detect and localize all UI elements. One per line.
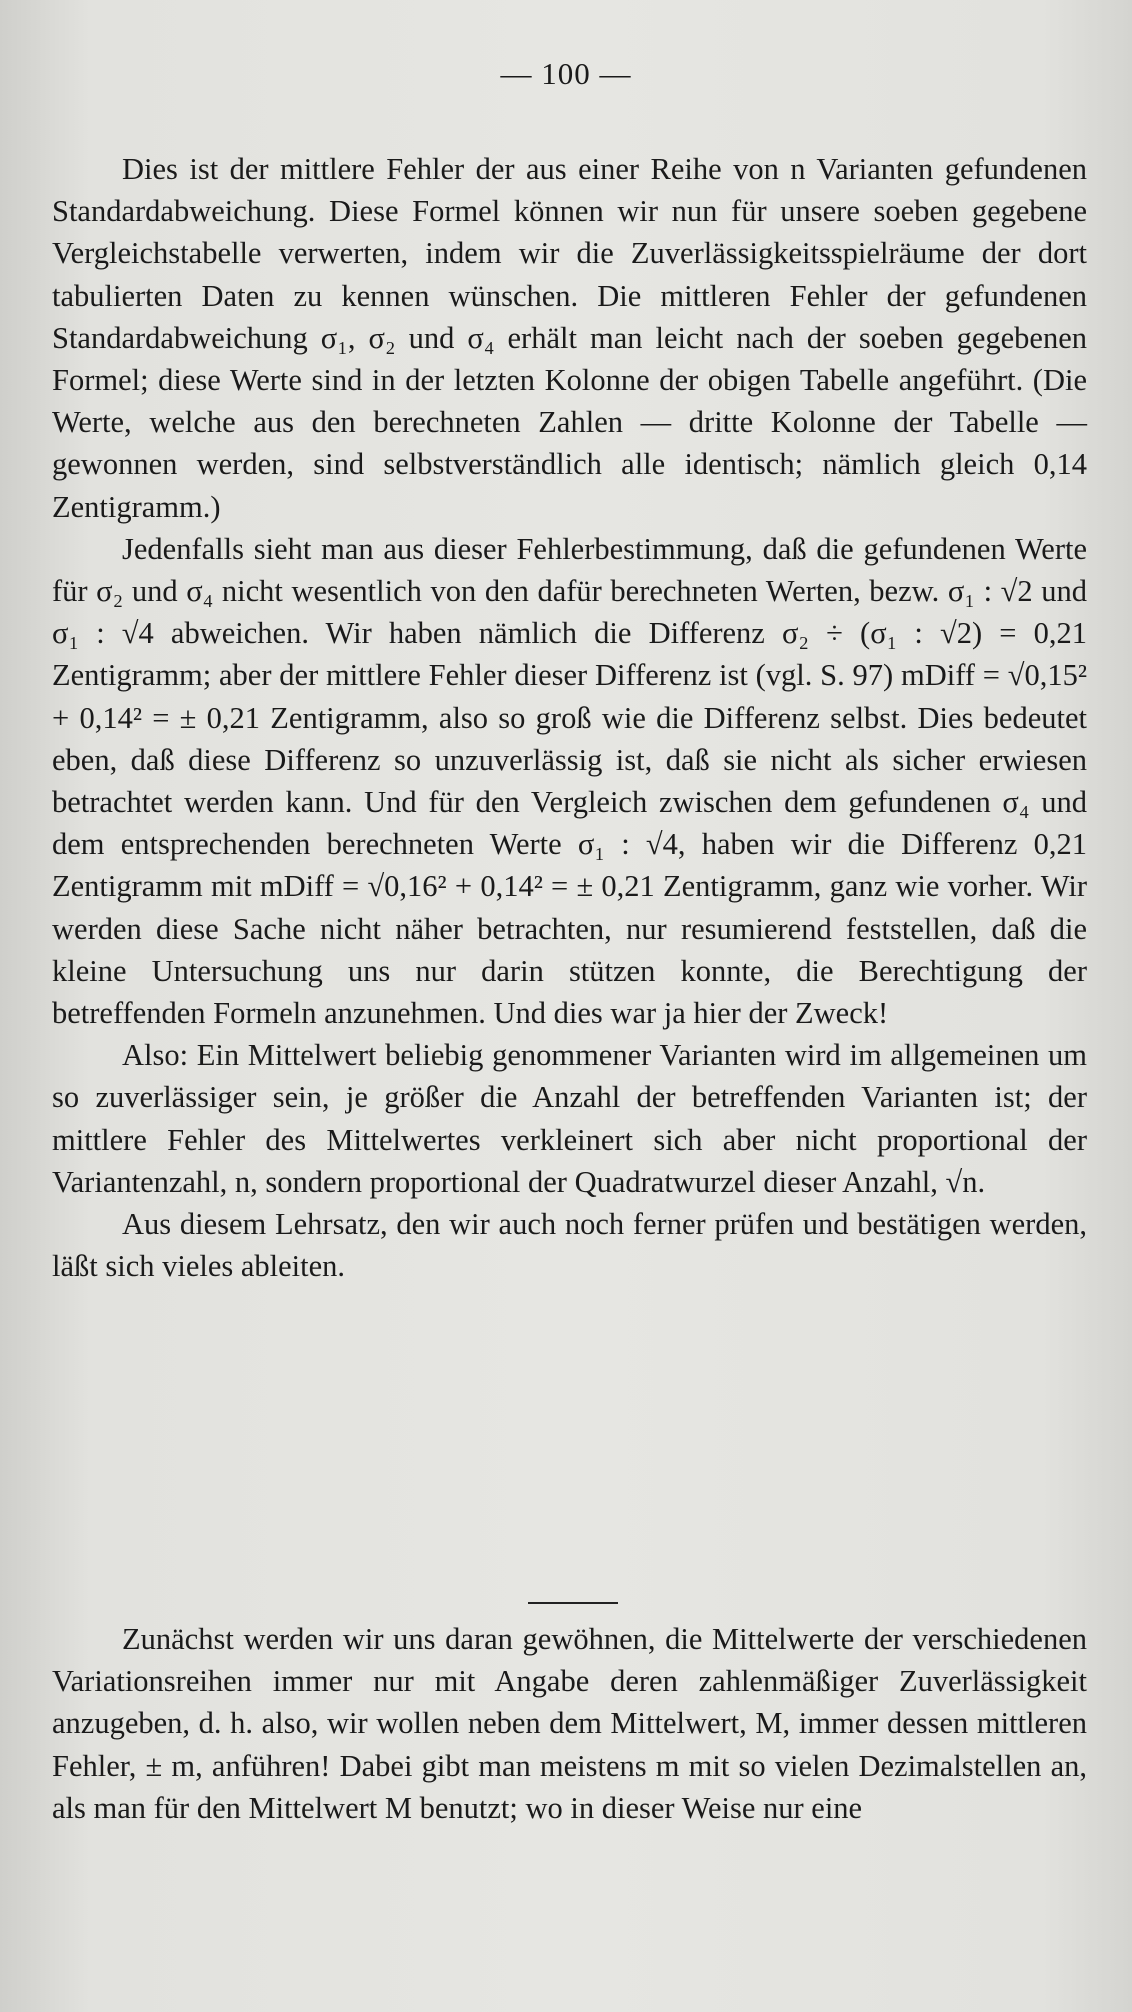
upper-text-section	[52, 148, 1087, 1287]
paragraph-1: Dies ist der mittlere Fehler der aus einer Reihe von n Varianten gefundenen Standardabweichung. Diese Formel können wir nun für unsere soeben gegebene Vergleichstabelle verwerten, indem wir die Zuverlässigkeitsspielräume der dort tabulierten Daten zu kennen wünschen. Die mittleren Fehler der gefundenen Standardabweichung σ₁, σ₂ und σ₄ erhält man leicht nach der soeben gegebenen Formel; diese Werte sind in der letzten Kolonne der obigen Tabelle angeführt. (Die Werte, welche aus den berechneten Zahlen — dritte Kolonne der Tabelle — gewonnen werden, sind selbstverständlich alle identisch; nämlich gleich 0,14 Zentigramm.)	[52, 152, 1087, 524]
paragraph-3: Also: Ein Mittelwert beliebig genommener Varianten wird im allgemeinen um so zuverlässiger sein, je größer die Anzahl der betreffenden Varianten ist; der mittlere Fehler des Mittelwertes verkleinert sich aber nicht proportional der Variantenzahl, n, sondern proportional der Quadratwurzel dieser Anzahl, √n.	[52, 1038, 1087, 1199]
section-divider	[528, 1602, 618, 1604]
page-number: — 100 —	[500, 56, 632, 91]
paragraph-4: Aus diesem Lehrsatz, den wir auch noch ferner prüfen und bestätigen werden, läßt sich vieles ableiten.	[52, 1207, 1087, 1284]
paragraph-5: Zunächst werden wir uns daran gewöhnen, die Mittelwerte der verschiedenen Variationsreihen immer nur mit Angabe deren zahlenmäßiger Zuverlässigkeit anzugeben, d. h. also, wir wollen neben dem Mittelwert, M, immer dessen mittleren Fehler, ± m, anführen! Dabei gibt man meistens m mit so vielen Dezimalstellen an, als man für den Mittelwert M benutzt; wo in dieser Weise nur eine	[52, 1622, 1087, 1825]
paragraph-2: Jedenfalls sieht man aus dieser Fehlerbestimmung, daß die gefundenen Werte für σ₂ und σ₄ nicht wesentlich von den dafür berechneten Werten, bezw. σ₁ : √2 und σ₁ : √4 abweichen. Wir haben nämlich die Differenz σ₂ ÷ (σ₁ : √2) = 0,21 Zentigramm; aber der mittlere Fehler dieser Differenz ist (vgl. S. 97) mDiff = √0,15² + 0,14² = ± 0,21 Zentigramm, also so groß wie die Differenz selbst. Dies bedeutet eben, daß diese Differenz so unzuverlässig ist, daß sie nicht als sicher erwiesen betrachtet werden kann. Und für den Vergleich zwischen dem gefundenen σ₄ und dem entsprechenden berechneten Werte σ₁ : √4, haben wir die Differenz 0,21 Zentigramm mit mDiff = √0,16² + 0,14² = ± 0,21 Zentigramm, ganz wie vorher. Wir werden diese Sache nicht näher betrachten, nur resumierend feststellen, daß die kleine Untersuchung uns nur darin stützen konnte, die Berechtigung der betreffenden Formeln anzunehmen. Und dies war ja hier der Zweck!	[52, 531, 1087, 1031]
lower-text-section	[52, 1618, 1087, 1829]
